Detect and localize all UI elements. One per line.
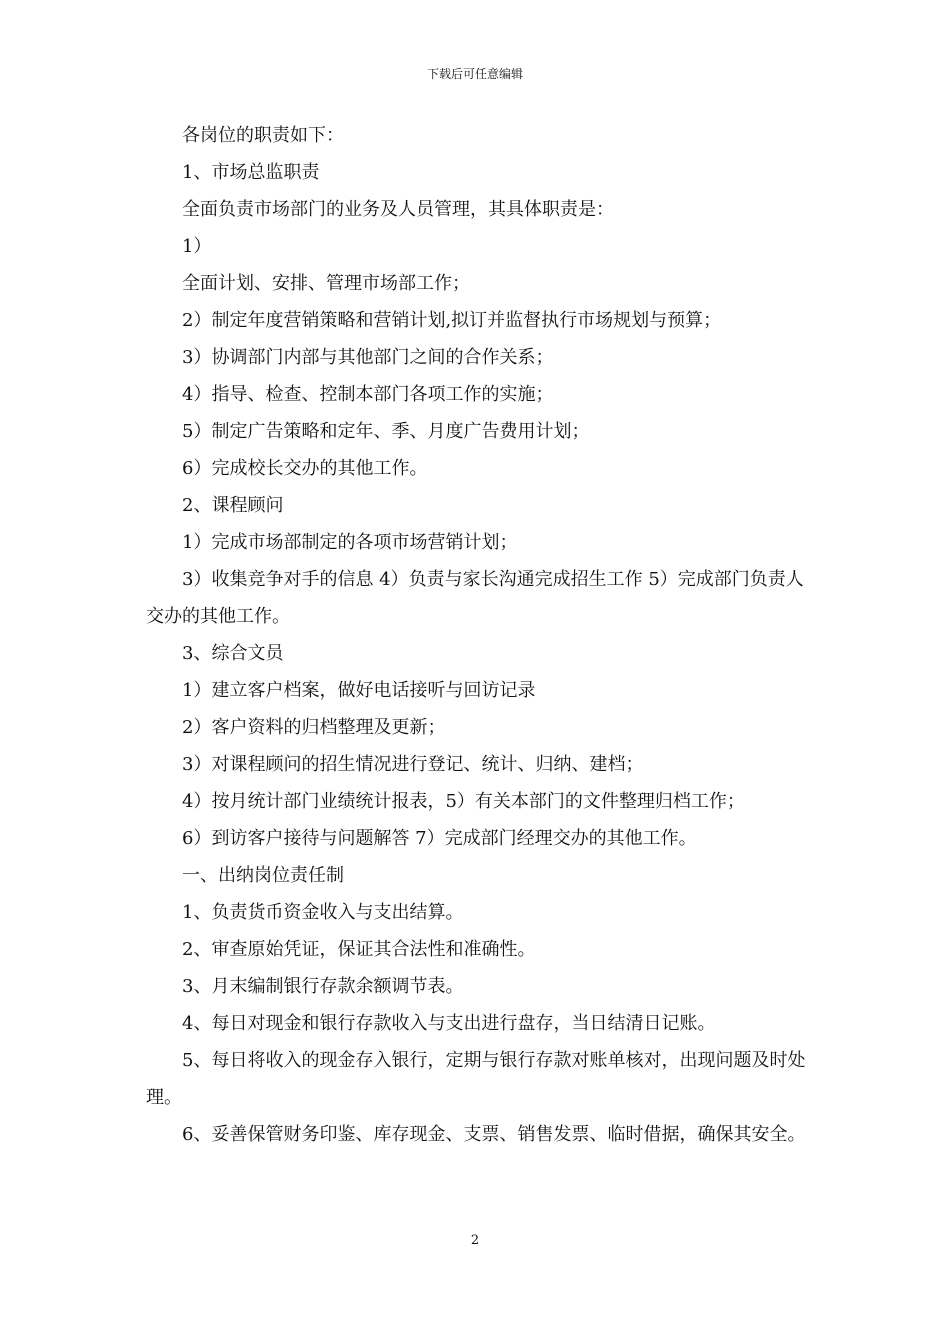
paragraph: 全面计划、安排、管理市场部工作；	[182, 273, 470, 294]
paragraph: 全面负责市场部门的业务及人员管理，其具体职责是：	[182, 199, 614, 220]
list-item: 5、每日将收入的现金存入银行，定期与银行存款对账单核对，出现问题及时处理。	[146, 1050, 806, 1108]
list-item: 3）收集竞争对手的信息 4）负责与家长沟通完成招生工作 5）完成部门负责人交办的其他工作。	[146, 569, 804, 627]
list-item: 3、月末编制银行存款余额调节表。	[182, 976, 464, 997]
list-item: 2）客户资料的归档整理及更新；	[182, 717, 446, 738]
list-item: 1）建立客户档案，做好电话接听与回访记录	[182, 680, 536, 701]
list-item: 5）制定广告策略和定年、季、月度广告费用计划；	[182, 421, 590, 442]
paragraph: 各岗位的职责如下：	[182, 125, 344, 146]
list-item: 4）指导、检查、控制本部门各项工作的实施；	[182, 384, 554, 405]
list-item: 1）	[182, 236, 212, 257]
section-heading: 2、课程顾问	[182, 495, 284, 516]
list-item: 6、妥善保管财务印鉴、库存现金、支票、销售发票、临时借据，确保其安全。	[182, 1124, 806, 1145]
section-heading: 1、市场总监职责	[182, 162, 320, 183]
list-item: 4）按月统计部门业绩统计报表，5）有关本部门的文件整理归档工作；	[182, 791, 745, 812]
section-heading: 一、出纳岗位责任制	[182, 865, 344, 886]
list-item: 1、负责货币资金收入与支出结算。	[182, 902, 464, 923]
list-item: 2）制定年度营销策略和营销计划,拟订并监督执行市场规划与预算；	[182, 310, 722, 331]
list-item: 2、审查原始凭证，保证其合法性和准确性。	[182, 939, 536, 960]
section-heading: 3、综合文员	[182, 643, 284, 664]
list-item: 1）完成市场部制定的各项市场营销计划；	[182, 532, 518, 553]
list-item: 6）到访客户接待与问题解答 7）完成部门经理交办的其他工作。	[182, 828, 697, 849]
page-number: 2	[470, 1233, 480, 1248]
list-item: 4、每日对现金和银行存款收入与支出进行盘存，当日结清日记账。	[182, 1013, 716, 1034]
list-item: 6）完成校长交办的其他工作。	[182, 458, 428, 479]
page-header: 下载后可任意编辑	[426, 67, 523, 81]
document-body	[146, 117, 812, 1153]
list-item: 3）协调部门内部与其他部门之间的合作关系；	[182, 347, 554, 368]
list-item: 3）对课程顾问的招生情况进行登记、统计、归纳、建档；	[182, 754, 644, 775]
